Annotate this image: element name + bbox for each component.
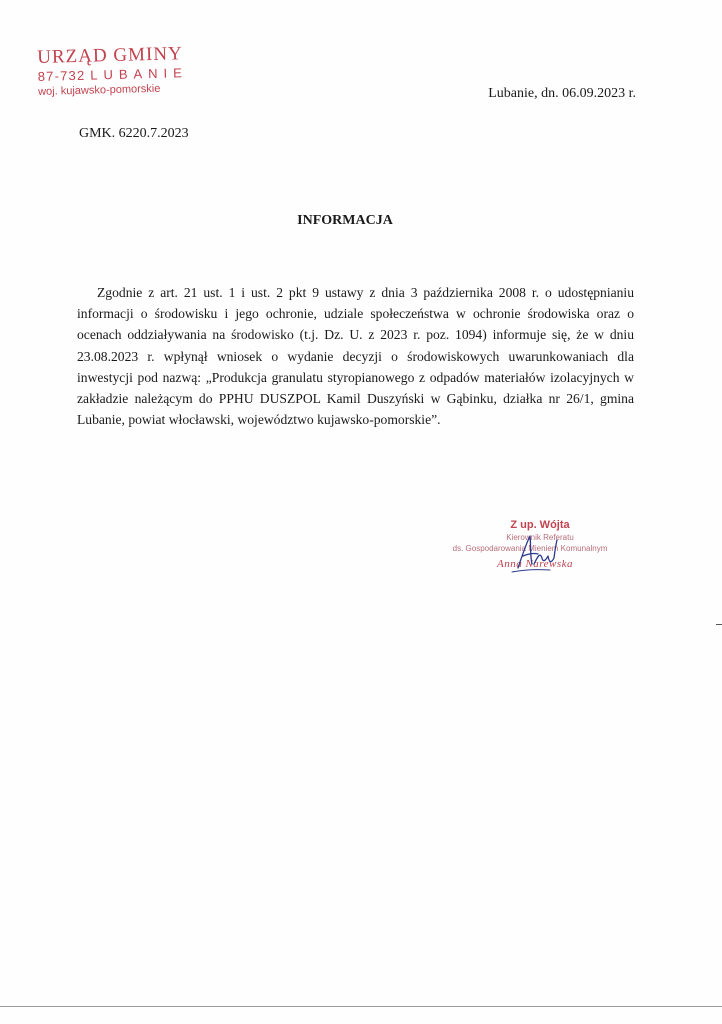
signature-position: Kierownik Referatu xyxy=(506,533,574,542)
document-title: INFORMACJA xyxy=(297,213,393,228)
signatory-name: Anna Narewska xyxy=(496,558,574,570)
signature-department: ds. Gospodarowania Mieniem Komunalnym xyxy=(452,544,608,553)
stamp-voivodeship: woj. kujawsko-pomorskie xyxy=(37,82,161,98)
body-paragraph: Zgodnie z art. 21 ust. 1 i ust. 2 pkt 9 ustawy z dnia 3 października 2008 r. o udostępnianiu informacji o środowisku i jego ochronie, udziale społeczeństwa w ochronie środowiska oraz o ocenach oddziaływania na środowisko (t.j. Dz. U. z 2023 r. poz. 1094) informuje się, że w dniu 23.08.2023 r. wpłynął wniosek o wydanie decyzji o środowiskowych uwarunkowaniach dla inwestycji pod nazwą: „Produkcja granulatu styropianowego z odpadów materiałów izolacyjnych w zakładzie należącym do PPHU DUSZPOL Kamil Duszyński w Gąbinku, działka nr 26/1, gmina Lubanie, powiat włocławski, województwo kujawsko-pomorskie”. xyxy=(77,285,634,428)
scan-bottom-edge xyxy=(0,1006,722,1007)
body-text xyxy=(77,282,634,430)
stamp-postal-code: 87-732 xyxy=(37,67,86,84)
place-and-date: Lubanie, dn. 06.09.2023 r. xyxy=(488,86,636,101)
page-edge-mark xyxy=(716,624,722,625)
stamp-town: LUBANIE xyxy=(90,65,189,83)
signature-authority: Z up. Wójta xyxy=(510,519,570,531)
office-stamp xyxy=(37,44,188,100)
handwritten-signature xyxy=(504,530,564,578)
stamp-office-name: URZĄD GMINY xyxy=(36,43,184,68)
reference-number: GMK. 6220.7.2023 xyxy=(79,126,189,141)
